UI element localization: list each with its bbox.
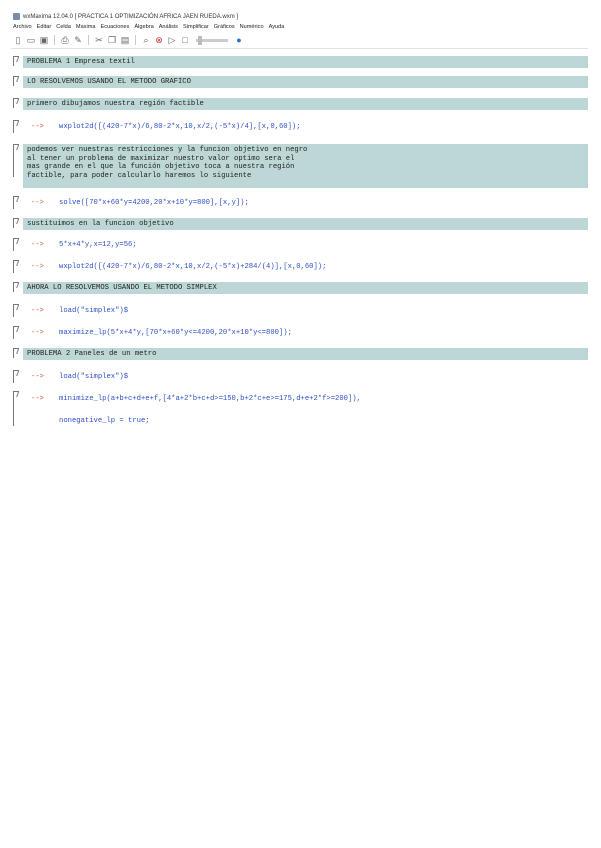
code-input[interactable]: 5*x+4*y,x=12,y=56; [59, 241, 137, 249]
text-cell[interactable]: primero dibujamos nuestra región factible [23, 98, 588, 110]
cell-bracket[interactable] [13, 304, 19, 317]
menu-analisis[interactable]: Análisis [158, 24, 178, 30]
preferences-icon[interactable]: ✎ [74, 34, 82, 45]
cell-bracket[interactable] [13, 144, 19, 177]
code-input[interactable]: load("simplex")$ [59, 373, 129, 381]
menu-maxima[interactable]: Maxima [75, 24, 96, 30]
input-prompt: --> [31, 373, 44, 381]
title-bar [11, 11, 588, 22]
print-icon[interactable]: ⎙ [61, 34, 69, 45]
menu-archivo[interactable]: Archivo [13, 24, 32, 30]
input-prompt: --> [31, 199, 44, 207]
menu-simplificar[interactable]: Simplificar [182, 24, 209, 30]
input-prompt: --> [31, 395, 44, 403]
copy-icon[interactable]: ❐ [107, 34, 117, 45]
code-input[interactable]: solve([70*x+60*y=4200,20*x+10*y=800],[x,y]); [59, 199, 249, 207]
text-cell[interactable]: sustituimos en la funcion objetivo [23, 218, 588, 230]
toolbar-separator [88, 35, 89, 45]
open-icon[interactable]: ▭ [26, 34, 36, 45]
menu-numerico[interactable]: Numérico [239, 24, 264, 30]
cell-bracket[interactable] [13, 282, 19, 292]
cell-bracket[interactable] [13, 348, 19, 358]
help-icon[interactable]: ● [236, 34, 242, 45]
find-icon[interactable]: ⌕ [143, 34, 149, 45]
stop-icon[interactable]: ⊗ [155, 34, 163, 45]
cell-bracket[interactable] [13, 56, 19, 66]
input-prompt: --> [31, 263, 44, 271]
cell-bracket[interactable] [13, 391, 19, 426]
menu-ecuaciones[interactable]: Ecuaciones [100, 24, 130, 30]
input-prompt: --> [31, 241, 44, 249]
cell-bracket[interactable] [13, 326, 19, 339]
wxmaxima-window [11, 11, 588, 437]
input-prompt: --> [31, 329, 44, 337]
cell-bracket[interactable] [13, 260, 19, 273]
menu-ayuda[interactable]: Ayuda [268, 24, 285, 30]
input-prompt: --> [31, 307, 44, 315]
code-input-continuation[interactable]: nonegative_lp = true; [59, 417, 150, 425]
section-cell[interactable]: LO RESOLVEMOS USANDO EL METODO GRAFICO [23, 76, 588, 88]
menu-graficos[interactable]: Gráficos [213, 24, 235, 30]
text-cell[interactable]: podemos ver nuestras restricciones y la funcion objetivo en negro al tener un problema de maximizar nuestro valor optimo sera el mas grande en el que la función objetivo toca a nuestra región factible, para poder calcularlo haremos lo siguiente [23, 144, 588, 188]
cell-bracket[interactable] [13, 218, 19, 228]
play-icon[interactable]: ▷ [168, 34, 176, 45]
toolbar-separator [135, 35, 136, 45]
menu-algebra[interactable]: Álgebra [134, 24, 154, 30]
menu-celda[interactable]: Celda [56, 24, 71, 30]
menu-editar[interactable]: Editar [36, 24, 52, 30]
window-title: wxMaxima 12.04.0 [ PRACTICA 1 OPTIMIZACIÓN AFRICA JAEN RUEDA.wxm ] [23, 13, 239, 20]
title-cell[interactable]: PROBLEMA 1 Empresa textil [23, 56, 588, 68]
cell-bracket[interactable] [13, 120, 19, 133]
code-input[interactable]: maximize_lp(5*x+4*y,[70*x+60*y<=4200,20*x+10*y<=800]); [59, 329, 292, 337]
toolbar-separator [54, 35, 55, 45]
input-prompt: --> [31, 123, 44, 131]
save-icon[interactable]: ▣ [39, 34, 49, 45]
menu-bar [11, 22, 588, 32]
new-icon[interactable]: ▯ [15, 34, 21, 45]
cell-bracket[interactable] [13, 98, 19, 108]
code-input[interactable]: wxplot2d([(420-7*x)/6,80-2*x,10,x/2,(-5*x)/4],[x,0,60]); [59, 123, 301, 131]
paste-icon[interactable]: ▤ [120, 34, 130, 45]
title-cell[interactable]: PROBLEMA 2 Paneles de un metro [23, 348, 588, 360]
cell-bracket[interactable] [13, 238, 19, 251]
code-input[interactable]: wxplot2d([(420-7*x)/6,80-2*x,10,x/2,(-5*x)+284/(4)],[x,0,60]); [59, 263, 327, 271]
cut-icon[interactable]: ✂ [95, 34, 103, 45]
cell-bracket[interactable] [13, 76, 19, 86]
wxmaxima-app-icon [13, 13, 20, 20]
section-cell[interactable]: AHORA LO RESOLVEMOS USANDO EL METODO SIMPLEX [23, 282, 588, 294]
toolbar [11, 32, 588, 49]
code-input[interactable]: load("simplex")$ [59, 307, 129, 315]
cell-bracket[interactable] [13, 370, 19, 383]
animation-slider[interactable] [196, 39, 228, 42]
stop-square-icon[interactable]: □ [182, 34, 188, 45]
code-input[interactable]: minimize_lp(a+b+c+d+e+f,[4*a+2*b+c+d>=150,b+2*c+e>=175,d+e+2*f>=200]), [59, 395, 361, 403]
cell-bracket[interactable] [13, 196, 19, 209]
